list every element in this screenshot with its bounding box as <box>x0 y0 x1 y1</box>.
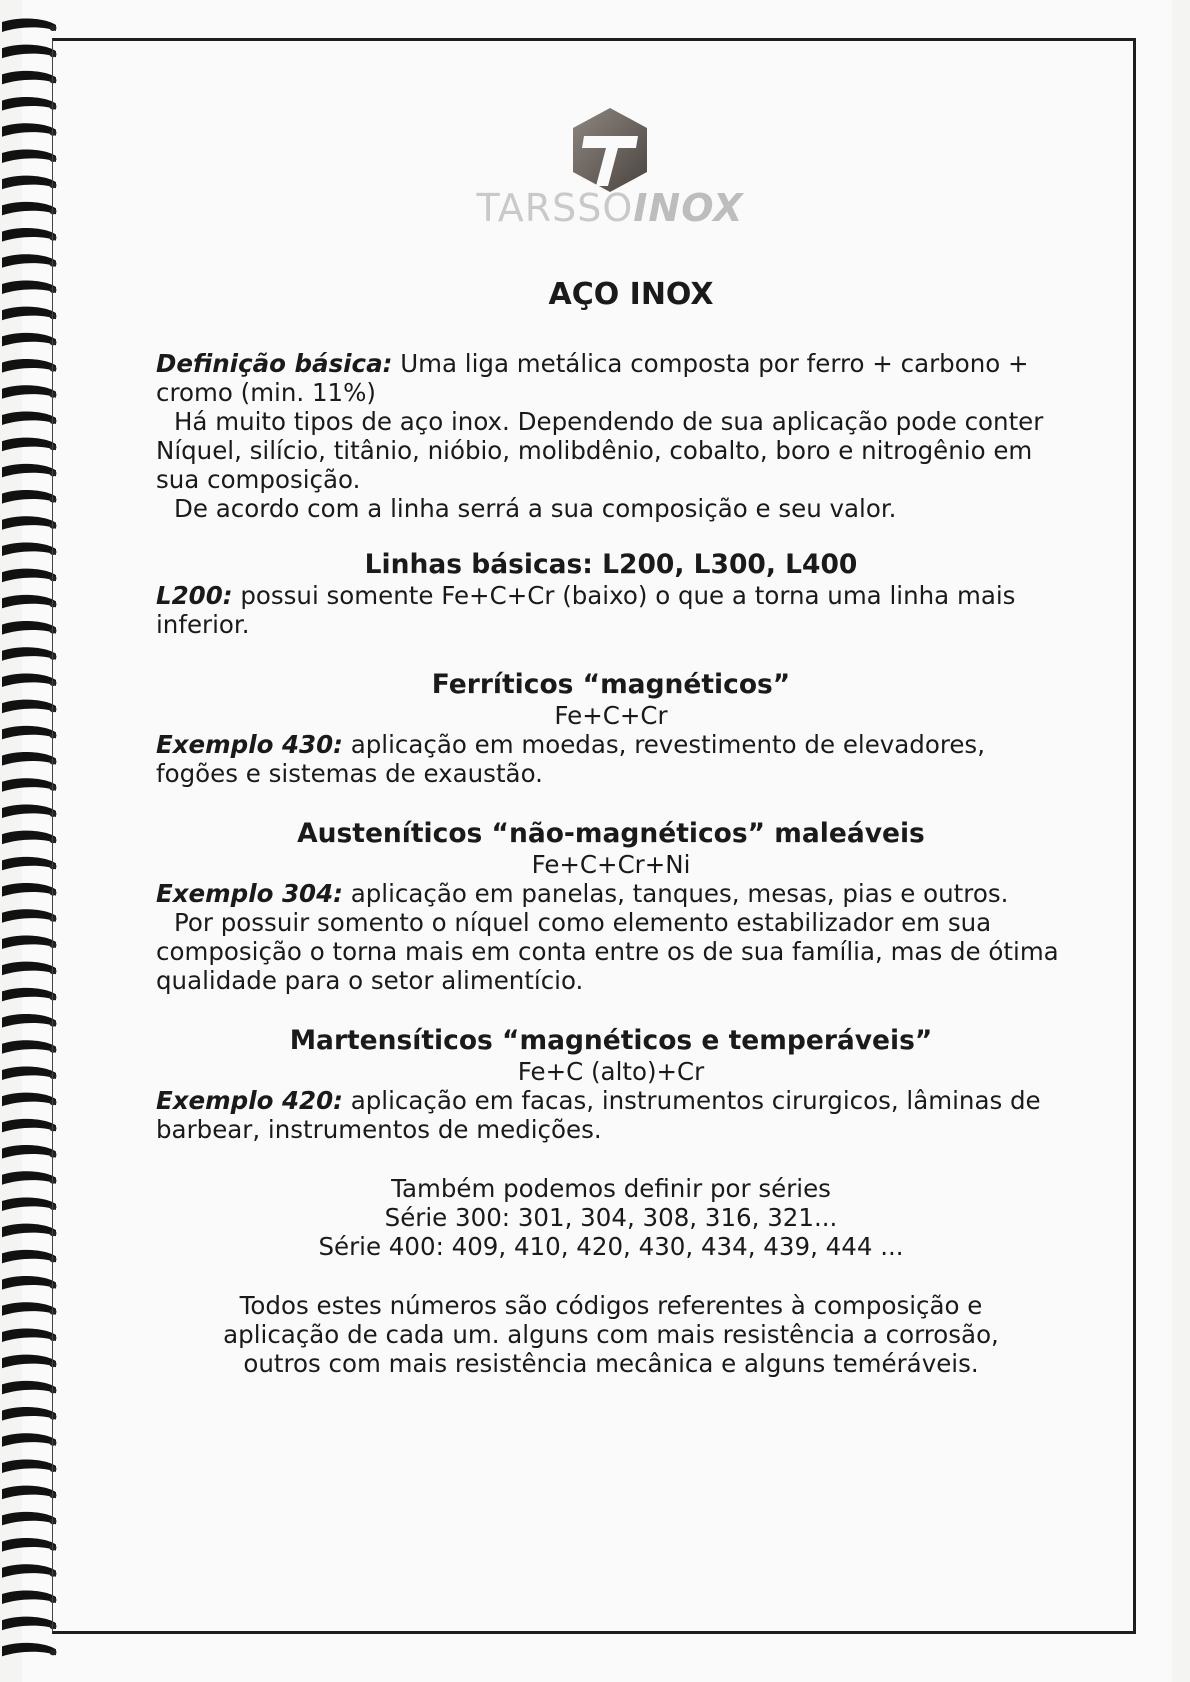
document-body <box>156 277 1066 1378</box>
martensitic-example: Exemplo 420: aplicação em facas, instrumentos cirurgicos, lâminas de barbear, instrumentos de medições. <box>156 1086 1041 1144</box>
example-304-label: Exemplo 304: <box>156 879 343 908</box>
martensitic-heading: Martensíticos “magnéticos e temperáveis” <box>289 1025 933 1056</box>
ferritic-example: Exemplo 430: aplicação em moedas, revestimento de elevadores, fogões e sistemas de exaustão. <box>156 730 985 788</box>
l200-label: L200: <box>156 581 233 610</box>
austenitic-formula: Fe+C+Cr+Ni <box>531 850 691 879</box>
definition-label: Definição básica: <box>156 349 393 378</box>
series-400: Série 400: 409, 410, 420, 430, 434, 439, 444 ... <box>318 1232 904 1261</box>
austenitic-heading: Austeníticos “não-magnéticos” maleáveis <box>297 818 925 849</box>
composition-paragraph: De acordo com a linha serrá a sua composição e seu valor. <box>174 494 897 523</box>
closing-paragraph: Todos estes números são códigos referentes à composição e aplicação de cada um. alguns com mais resistência a corrosão, outros com mais resistência mecânica e alguns teméráveis. <box>223 1291 999 1378</box>
tarsso-inox-logo <box>460 104 760 234</box>
austenitic-example: Exemplo 304: aplicação em panelas, tanques, mesas, pias e outros. <box>156 879 1009 908</box>
l200-paragraph: L200: possui somente Fe+C+Cr (baixo) o que a torna uma linha mais inferior. <box>156 581 1016 639</box>
ferritic-formula: Fe+C+Cr <box>554 701 668 730</box>
logo-wordmark: TARSSOINOX <box>476 186 744 230</box>
basic-lines-heading: Linhas básicas: L200, L300, L400 <box>364 549 858 580</box>
page-title: AÇO INOX <box>548 277 714 312</box>
example-420-label: Exemplo 420: <box>156 1086 343 1115</box>
austenitic-note: Por possuir somento o níquel como elemento estabilizador em sua composição o torna mais em conta entre os de sua família, mas de ótima qualidade para o setor alimentício. <box>156 908 1059 995</box>
definition-paragraph: Definição básica: Uma liga metálica composta por ferro + carbono + cromo (min. 11%) <box>156 349 1029 407</box>
example-430-label: Exemplo 430: <box>156 730 343 759</box>
ferritic-heading: Ferríticos “magnéticos” <box>431 669 791 700</box>
logo-hexagon-icon <box>460 104 760 194</box>
series-intro: Também podemos definir por séries <box>391 1174 831 1203</box>
inox-types-paragraph: Há muito tipos de aço inox. Dependendo de sua aplicação pode conter Níquel, silício, titânio, nióbio, molibdênio, cobalto, boro e nitrogênio em sua composição. <box>156 407 1044 494</box>
martensitic-formula: Fe+C (alto)+Cr <box>517 1057 705 1086</box>
series-300: Série 300: 301, 304, 308, 316, 321... <box>384 1203 838 1232</box>
